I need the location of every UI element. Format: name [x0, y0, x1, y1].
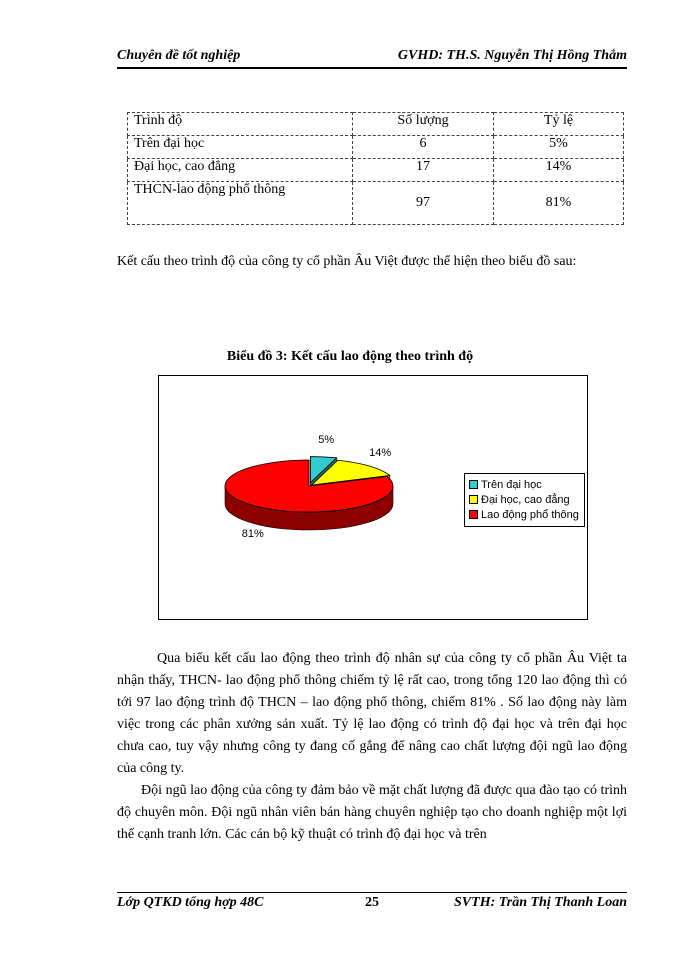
legend-swatch	[469, 495, 478, 504]
table-header-cell: Trình độ	[128, 113, 353, 136]
header-right: GVHD: TH.S. Nguyễn Thị Hồng Thắm	[397, 48, 627, 63]
footer-left: Lớp QTKD tổng hợp 48C	[117, 895, 264, 910]
table-cell: 81%	[494, 182, 624, 225]
table-cell: 14%	[494, 159, 624, 182]
page-header	[117, 46, 627, 66]
chart-area	[158, 375, 588, 620]
body-text	[117, 648, 627, 846]
table-cell: 17	[353, 159, 494, 182]
header-rule	[117, 67, 627, 69]
table-cell: Trên đại học	[128, 136, 353, 159]
table-cell: 6	[353, 136, 494, 159]
body-paragraph: Qua biểu kết cấu lao động theo trình độ nhân sự của công ty cổ phần Âu Việt ta nhận thấy, THCN- lao động phổ thông chiếm tỷ lệ rất cao, trong tổng 120 lao động thì có tới 97 lao động trình độ THCN – lao động phổ thông, chiếm 81% . Số lao động này làm việc trong các phân xưởng sản xuất. Tỷ lệ lao động có trình độ đại học và trên đại học chưa cao, tuy vậy nhưng công ty đang cố gắng để nâng cao chất lượng đội ngũ lao động của công ty.	[117, 651, 627, 776]
legend-item	[469, 493, 570, 507]
table-header-cell: Tỷ lệ	[494, 113, 624, 136]
education-table	[127, 112, 624, 225]
table-row	[128, 182, 624, 225]
header-left: Chuyên đề tốt nghiệp	[117, 48, 241, 63]
table-cell: Đại học, cao đẳng	[128, 159, 353, 182]
pie-data-label: 14%	[369, 446, 392, 459]
legend-swatch	[469, 480, 478, 489]
pie-chart	[159, 376, 459, 619]
intro-paragraph: Kết cấu theo trình độ của công ty cổ phần Âu Việt được thể hiện theo biểu đồ sau:	[117, 254, 577, 269]
legend-swatch	[469, 510, 478, 519]
chart-title: Biểu đồ 3: Kết cấu lao động theo trình độ	[226, 349, 474, 364]
table-cell: THCN-lao động phổ thông	[128, 182, 353, 225]
footer-right: SVTH: Trần Thị Thanh Loan	[454, 895, 627, 910]
legend-label: Đại học, cao đẳng	[481, 494, 570, 506]
legend-item	[469, 508, 579, 522]
table-cell: 97	[353, 182, 494, 225]
table-row	[128, 136, 624, 159]
table-header-cell: Số lượng	[353, 113, 494, 136]
pie-data-label: 5%	[318, 434, 335, 447]
legend-label: Lao động phổ thông	[481, 509, 579, 521]
page-footer	[117, 895, 627, 915]
table-header-row	[128, 113, 624, 136]
pie-data-label: 81%	[241, 528, 264, 541]
table-row	[128, 159, 624, 182]
body-paragraph: Đội ngũ lao động của công ty đảm bảo về mặt chất lượng đã được qua đào tạo có trình độ chuyên môn. Đội ngũ nhân viên bán hàng chuyên nghiệp tạo cho doanh nghiệp một lợi thế cạnh tranh lớn. Các cán bộ kỹ thuật có trình độ đại học và trên	[117, 783, 627, 842]
legend-item	[469, 478, 542, 492]
chart-legend	[464, 473, 585, 527]
footer-rule	[117, 892, 627, 893]
table-cell: 5%	[494, 136, 624, 159]
legend-label: Trên đại học	[481, 479, 542, 491]
page-number: 25	[365, 895, 379, 910]
